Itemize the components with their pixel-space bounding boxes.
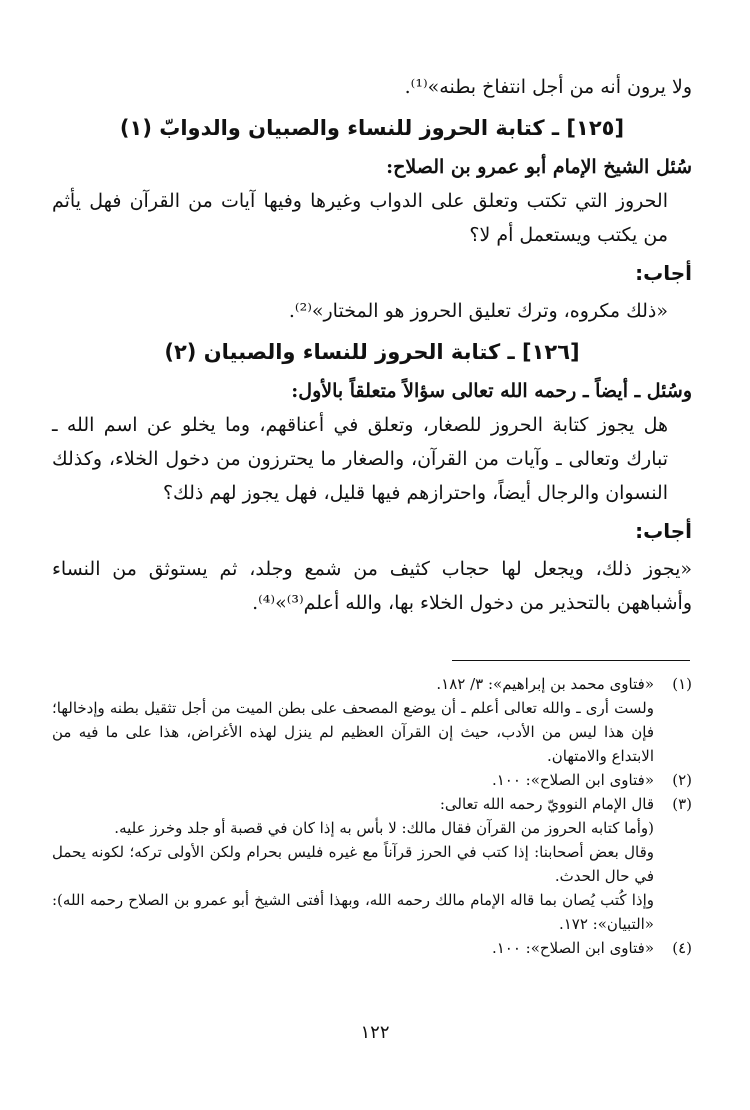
- page-number: ١٢٢: [360, 1022, 390, 1043]
- question-1-text: الحروز التي تكتب وتعلق على الدواب وغيرها وفيها آيات من القرآن فهل يأثم من يكتب ويستعمل أم لا؟: [52, 190, 668, 246]
- footnote-4: [52, 936, 692, 960]
- answer-label-1: أجاب:: [635, 261, 692, 285]
- footnotes: [52, 672, 692, 960]
- footnote-number: (٤): [672, 939, 692, 957]
- main-text: [52, 70, 692, 620]
- footnote-line: وإذا كُتب يُصان بما قاله الإمام مالك رحمه الله، وبهذا أفتى الشيخ أبو عمرو بن الصلاح رحمه الله): «التبيان»: ١٧٢.: [52, 891, 654, 933]
- footnote-line: وقال بعض أصحابنا: إذا كتب في الحرز قرآناً مع غيره فليس بحرام ولكن الأولى تركه؛ لكونه يحمل في حال الحدث.: [52, 843, 654, 885]
- footnote-number: (١): [672, 675, 692, 693]
- footnote-line: «فتاوى ابن الصلاح»: ١٠٠.: [491, 939, 654, 957]
- question-2-asker: وسُئل ـ أيضاً ـ رحمه الله تعالى سؤالاً متعلقاً بالأول:: [291, 380, 692, 402]
- footnote-2: [52, 768, 692, 792]
- answer-1-text: «ذلك مكروه، وترك تعليق الحروز هو المختار»⁽²⁾.: [288, 300, 668, 322]
- footnote-line: «فتاوى محمد بن إبراهيم»: ٣/ ١٨٢.: [436, 675, 654, 693]
- footnote-divider: [452, 660, 690, 661]
- footnote-3: [52, 792, 692, 936]
- footnote-line: «فتاوى ابن الصلاح»: ١٠٠.: [491, 771, 654, 789]
- footnote-line: ولست أرى ـ والله تعالى أعلم ـ أن يوضع المصحف على بطن الميت من أجل تثقيل بطنه وإدخالها؛ فإن هذا ليس من الأدب، حيث إن القرآن العظيم لم ينزل لهذه الأغراض، هذا على ما فيه من الابتداع والامتهان.: [52, 699, 654, 765]
- footnote-number: (٢): [672, 771, 692, 789]
- question-2-text: هل يجوز كتابة الحروز للصغار، وتعلق في أعناقهم، وما يخلو عن اسم الله ـ تبارك وتعالى ـ وآيات من القرآن، والصغار ما يحترزون من دخول الخلاء، وكذلك النسوان والرجال أيضاً، واحترازهم فيها قليل، فهل يجوز لهم ذلك؟: [52, 414, 668, 504]
- intro-line: ولا يرون أنه من أجل انتفاخ بطنه»⁽¹⁾.: [404, 76, 692, 98]
- answer-label-2: أجاب:: [635, 519, 692, 543]
- footnote-number: (٣): [672, 795, 692, 813]
- footnote-1: [52, 672, 692, 768]
- footnote-line: قال الإمام النوويّ رحمه الله تعالى:: [439, 795, 654, 813]
- question-1-asker: سُئل الشيخ الإمام أبو عمرو بن الصلاح:: [386, 156, 692, 178]
- answer-2-text: «يجوز ذلك، ويجعل لها حجاب كثيف من شمع وجلد، ثم يستوثق من النساء وأشباههن بالتحذير من دخول الخلاء بها، والله أعلم⁽³⁾»⁽⁴⁾.: [52, 558, 692, 614]
- section-heading-125: [١٢٥] ـ كتابة الحروز للنساء والصبيان والدوابّ (١): [119, 116, 625, 140]
- section-heading-126: [١٢٦] ـ كتابة الحروز للنساء والصبيان (٢): [164, 340, 580, 364]
- footnote-line: (وأما كتابه الحروز من القرآن فقال مالك: لا بأس به إذا كان في قصبة أو جلد وخرز عليه.: [114, 819, 654, 837]
